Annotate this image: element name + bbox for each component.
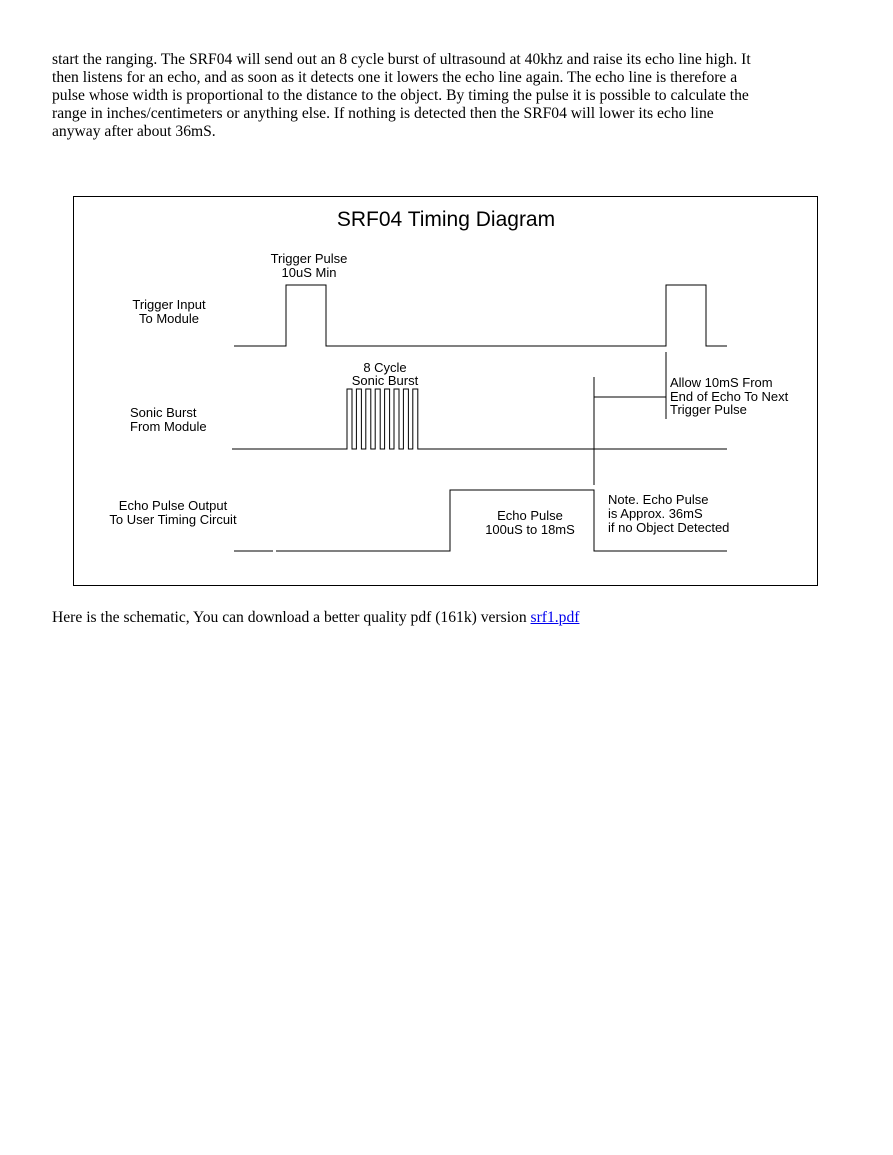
intro-line: pulse whose width is proportional to the distance to the object. By timing the pulse it is possible to calculate the	[52, 87, 749, 104]
intro-line: then listens for an echo, and as soon as it detects one it lowers the echo line again. The echo line is therefore a	[52, 69, 738, 86]
trigger-label-line2: To Module	[139, 311, 199, 326]
trigger-pulse-label-line2: 10uS Min	[281, 265, 337, 280]
burst-label-line2: Sonic Burst	[351, 373, 419, 388]
intro-paragraph	[52, 51, 847, 141]
note-label-line3: if no Object Detected	[608, 520, 730, 535]
note-label-line1: Note. Echo Pulse	[608, 492, 709, 507]
footer-text: Here is the schematic, You can download a better quality pdf (161k) version	[52, 609, 531, 626]
footer-paragraph	[52, 609, 579, 627]
burst-label-line1: 8 Cycle	[363, 360, 407, 375]
echo-label-line1: Echo Pulse Output	[118, 498, 228, 513]
srf1-pdf-link[interactable]: srf1.pdf	[530, 609, 580, 626]
sonic-burst-waveform	[232, 389, 727, 449]
trigger-label-line1: Trigger Input	[132, 297, 206, 312]
note-label-line2: is Approx. 36mS	[608, 506, 703, 521]
allow-label-line2: End of Echo To Next	[670, 389, 789, 404]
trigger-waveform	[234, 285, 727, 346]
echo-label-line2: To User Timing Circuit	[109, 512, 237, 527]
diagram-title: SRF04 Timing Diagram	[336, 208, 556, 231]
allow-label-line3: Trigger Pulse	[670, 402, 747, 417]
allow-label-line1: Allow 10mS From	[670, 375, 773, 390]
sonic-label-line2: From Module	[130, 419, 207, 434]
intro-line: start the ranging. The SRF04 will send out an 8 cycle burst of ultrasound at 40khz and raise its echo line high. It	[52, 51, 751, 68]
sonic-label-line1: Sonic Burst	[130, 405, 197, 420]
intro-line: range in inches/centimeters or anything else. If nothing is detected then the SRF04 will lower its echo line	[52, 105, 714, 122]
echo-pulse-label-line1: Echo Pulse	[497, 508, 563, 523]
timing-diagram-svg	[74, 197, 819, 587]
timing-diagram	[73, 196, 818, 586]
echo-pulse-label-line2: 100uS to 18mS	[485, 522, 575, 537]
intro-line: anyway after about 36mS.	[52, 123, 216, 140]
trigger-pulse-label-line1: Trigger Pulse	[270, 251, 348, 266]
